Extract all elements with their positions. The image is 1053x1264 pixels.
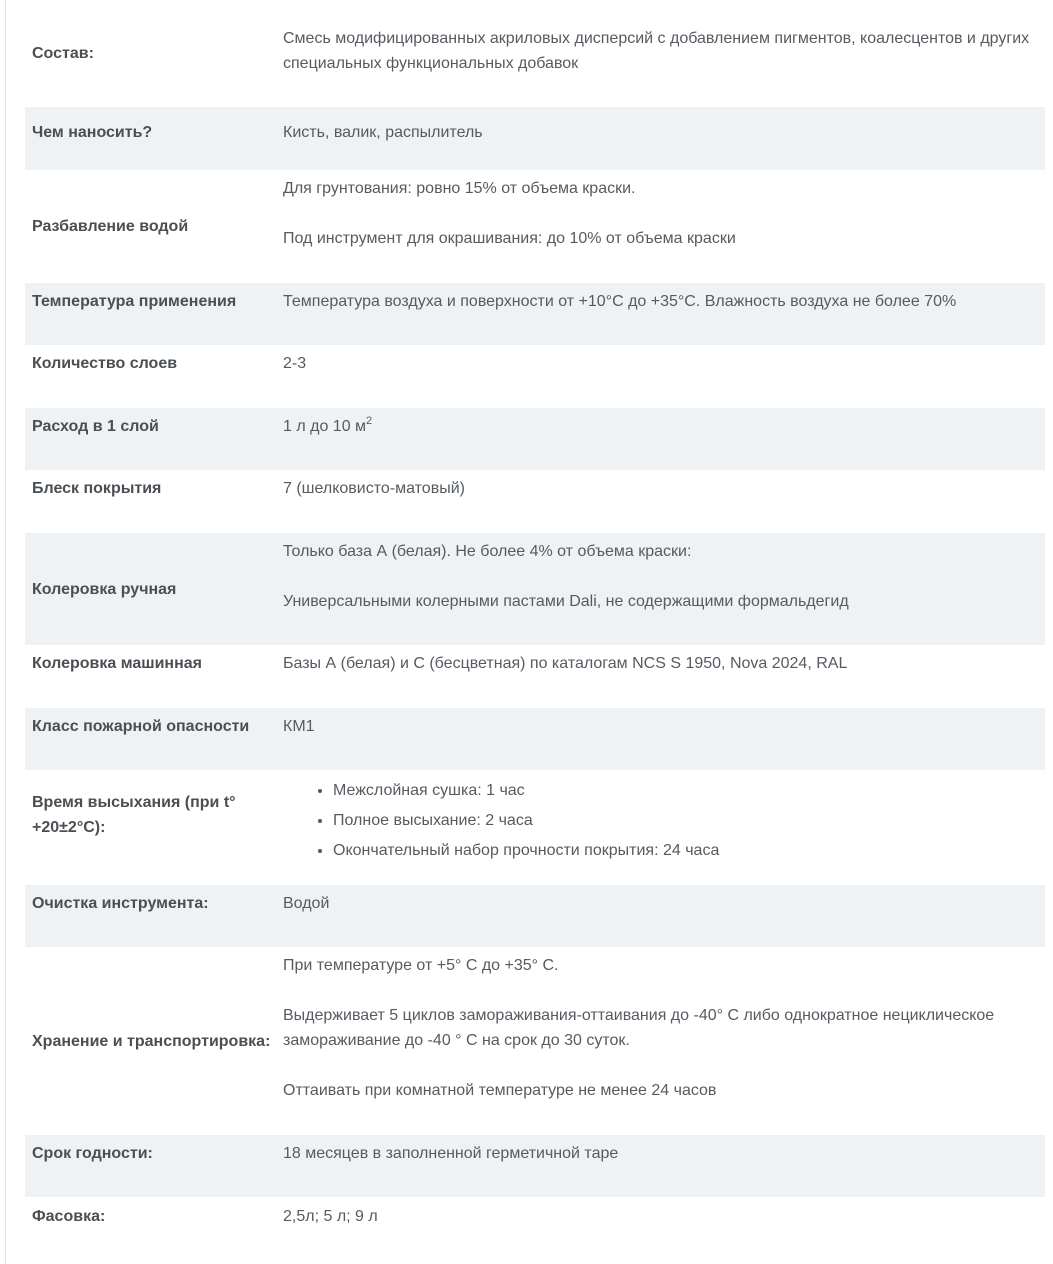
spec-label: Класс пожарной опасности <box>32 718 250 735</box>
spec-label: Очистка инструмента: <box>32 895 209 912</box>
spec-value: 2,5л; 5 л; 9 л <box>283 1208 378 1225</box>
spec-row-storage <box>25 947 1045 1135</box>
spec-value: При температуре от +5° С до +35° С. Выдерживает 5 циклов замораживания-оттаивания до -40° С либо однократное нециклическое замораживание до -40 ° С на срок до 30 суток. Оттаивать при комнатной температуре не менее 24 часов <box>283 957 995 1099</box>
spec-value: Кисть, валик, распылитель <box>283 124 483 141</box>
left-border <box>5 0 6 1264</box>
spec-value: КМ1 <box>283 718 315 735</box>
spec-label: Количество слоев <box>32 355 178 372</box>
spec-value: Смесь модифицированных акриловых дисперсий с добавлением пигментов, коалесцентов и других специальных функциональных добавок <box>283 30 1030 72</box>
spec-row-application-tool <box>25 107 1045 170</box>
spec-label: Колеровка машинная <box>32 655 202 672</box>
spec-value: Базы А (белая) и С (бесцветная) по каталогам NCS S 1950, Nova 2024, RAL <box>283 655 848 672</box>
drying-time-list <box>283 776 1035 866</box>
spec-row-application-temperature <box>25 283 1045 345</box>
spec-row-gloss <box>25 470 1045 533</box>
spec-row-shelf-life <box>25 1135 1045 1197</box>
spec-row-layers <box>25 345 1045 408</box>
spec-value: Для грунтования: ровно 15% от объема краски. Под инструмент для окрашивания: до 10% от объема краски <box>283 180 736 247</box>
spec-row-water-dilution <box>25 170 1045 283</box>
spec-label: Состав: <box>32 45 94 62</box>
spec-label: Срок годности: <box>32 1145 153 1162</box>
list-item: • Полное высыхание: 2 часа <box>333 806 1035 836</box>
spec-row-consumption <box>25 408 1045 470</box>
spec-label: Блеск покрытия <box>32 480 162 497</box>
spec-row-machine-tinting <box>25 645 1045 708</box>
spec-value: Только база А (белая). Не более 4% от объема краски: Универсальными колерными пастами Dali, не содержащими формальдегид <box>283 543 849 610</box>
spec-label: Разбавление водой <box>32 218 189 235</box>
spec-label: Фасовка: <box>32 1208 106 1225</box>
spec-label: Температура применения <box>32 293 237 310</box>
spec-label: Расход в 1 слой <box>32 418 159 435</box>
spec-value: 18 месяцев в заполненной герметичной таре <box>283 1145 619 1162</box>
spec-label: Время высыхания (при t° +20±2°С): <box>32 794 236 836</box>
spec-value: 7 (шелковисто-матовый) <box>283 480 465 497</box>
spec-value <box>283 770 1045 885</box>
spec-value: 2-3 <box>283 355 307 372</box>
list-item: • Межслойная сушка: 1 час <box>333 776 1035 806</box>
list-item: • Окончательный набор прочности покрытия: 24 часа <box>333 836 1035 866</box>
spec-label: Колеровка ручная <box>32 580 177 598</box>
spec-row-tool-cleaning <box>25 885 1045 947</box>
spec-value: 1 л до 10 $м^2$ <box>283 414 373 435</box>
spec-row-packaging <box>25 1197 1045 1257</box>
spec-label: Чем наносить? <box>32 124 153 141</box>
spec-value: Температура воздуха и поверхности от +10°C до +35°C. Влажность воздуха не более 70% <box>283 293 957 310</box>
spec-label: Хранение и транспортировка: <box>32 1032 271 1050</box>
spec-value: Водой <box>283 895 330 912</box>
spec-row-composition <box>25 0 1045 107</box>
spec-row-drying-time <box>25 770 1045 885</box>
specifications-table <box>25 0 1045 1257</box>
spec-row-manual-tinting <box>25 533 1045 645</box>
spec-row-fire-class <box>25 708 1045 770</box>
